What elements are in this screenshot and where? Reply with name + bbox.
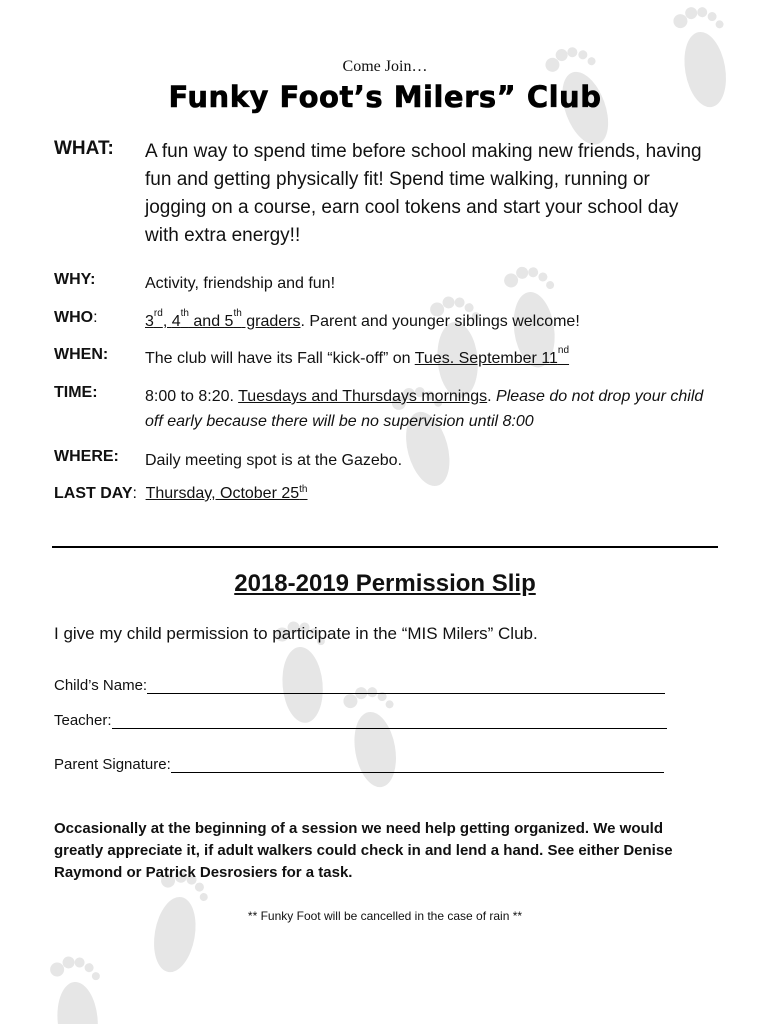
time-label: TIME: — [54, 384, 98, 401]
who-text: 3rd, 4th and 5th graders. Parent and younger siblings welcome! — [145, 308, 580, 330]
last-day-date: Thursday, October 25th — [145, 484, 308, 502]
teacher-label: Teacher: — [54, 712, 112, 729]
parent-signature-line[interactable] — [171, 760, 664, 773]
permission-text: I give my child permission to participate in the “MIS Milers” Club. — [54, 624, 538, 643]
why-text: Activity, friendship and fun! — [145, 275, 336, 292]
last-day-row: LAST DAY: Thursday, October 25th — [54, 484, 308, 502]
page-title: Funky Foot’s Milers” Club — [168, 80, 602, 114]
time-text: 8:00 to 8:20. Tuesdays and Thursdays mornings. Please do not drop your child off early because there will be no supervision until 8:00 — [145, 388, 704, 430]
last-day-label: LAST DAY — [54, 485, 133, 502]
teacher-line[interactable] — [112, 716, 667, 729]
volunteer-note: Occasionally at the beginning of a session we need help getting organized. We would greatly appreciate it, if adult walkers could check in and lend a hand. See either Denise Raymond or Patrick Desrosiers for a task. — [54, 820, 673, 881]
parent-signature-label: Parent Signature: — [54, 756, 171, 773]
where-text: Daily meeting spot is at the Gazebo. — [145, 452, 403, 469]
when-label: WHEN: — [54, 346, 109, 363]
childs-name-line[interactable] — [147, 681, 665, 694]
permission-slip-title: 2018-2019 Permission Slip — [234, 570, 536, 597]
what-label: WHAT: — [54, 138, 114, 159]
childs-name-field[interactable] — [54, 677, 665, 694]
where-label: WHERE: — [54, 448, 119, 465]
childs-name-label: Child’s Name: — [54, 677, 148, 694]
why-label: WHY: — [54, 271, 96, 288]
teacher-field[interactable] — [54, 712, 667, 729]
who-label: WHO: — [54, 309, 98, 326]
when-text: The club will have its Fall “kick-off” on Tues. September 11nd — [145, 345, 570, 367]
rain-note: ** Funky Foot will be cancelled in the case of rain ** — [247, 909, 523, 923]
what-text: A fun way to spend time before school making new friends, having fun and getting physically fit! Spend time walking, running or jogging on a course, earn cool tokens and start your school day with extra energy!! — [145, 141, 702, 246]
parent-signature-field[interactable] — [54, 756, 664, 773]
section-divider — [52, 546, 718, 548]
pre-title: Come Join… — [342, 58, 428, 75]
